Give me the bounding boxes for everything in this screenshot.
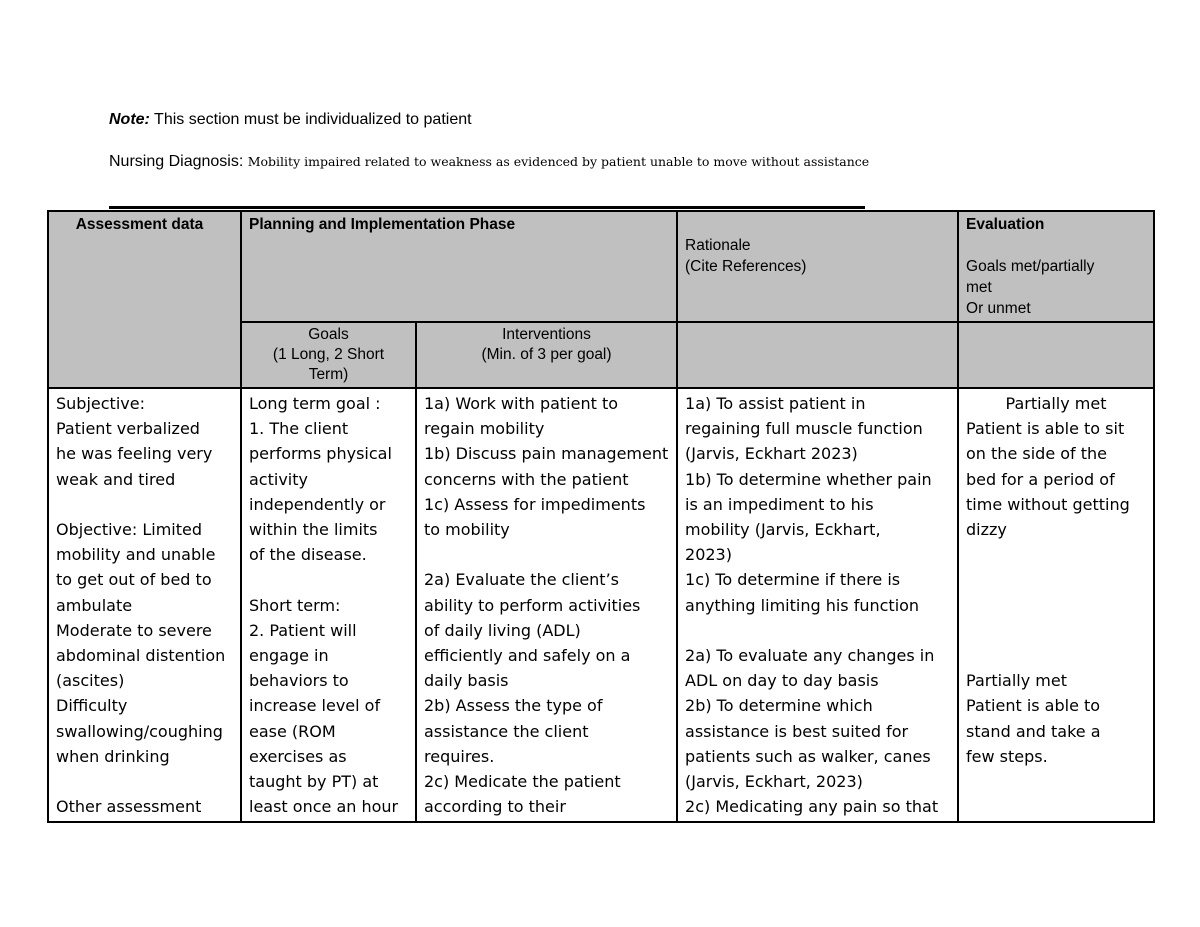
cell-line: assistance the client bbox=[424, 721, 589, 741]
cell-line: Partially met bbox=[966, 671, 1067, 691]
cell-line: Patient is able to bbox=[966, 696, 1101, 716]
cell-line: Patient verbalized bbox=[56, 419, 200, 439]
cell-line: 1b) To determine whether pain bbox=[685, 469, 932, 489]
cell-line: performs physical bbox=[249, 444, 392, 464]
cell-line: patients such as walker, canes bbox=[685, 746, 931, 766]
header-rationale-blank bbox=[677, 322, 958, 388]
cell-line: time without getting bbox=[966, 494, 1130, 514]
diagnosis-underline bbox=[109, 206, 865, 209]
cell-line: (ascites) bbox=[56, 671, 125, 691]
blank-line bbox=[424, 542, 669, 567]
cell-line: 1c) Assess for impediments bbox=[424, 494, 646, 514]
header-interventions: Interventions (Min. of 3 per goal) bbox=[416, 322, 677, 388]
cell-line: few steps. bbox=[966, 746, 1048, 766]
blank-line bbox=[966, 618, 1146, 643]
cell-line: Patient is able to sit bbox=[966, 419, 1125, 439]
cell-line: 1. The client bbox=[249, 419, 349, 439]
cell-line: mobility and unable bbox=[56, 545, 216, 565]
cell-line: 1b) Discuss pain management bbox=[424, 444, 669, 464]
cell-line: weak and tired bbox=[56, 469, 176, 489]
cell-line: 2b) Assess the type of bbox=[424, 696, 603, 716]
header-planning: Planning and Implementation Phase bbox=[241, 211, 677, 322]
blank-line bbox=[966, 567, 1146, 592]
cell-line: behaviors to bbox=[249, 671, 349, 691]
blank-line bbox=[56, 769, 233, 794]
cell-line: concerns with the patient bbox=[424, 469, 629, 489]
nursing-diagnosis bbox=[109, 152, 869, 172]
header-goals: Goals (1 Long, 2 Short Term) bbox=[241, 322, 416, 388]
cell-line: 2. Patient will bbox=[249, 620, 357, 640]
cell-line: 1c) To determine if there is bbox=[685, 570, 901, 590]
note-line bbox=[109, 110, 472, 130]
cell-line: 2b) To determine which bbox=[685, 696, 873, 716]
cell-line: mobility (Jarvis, Eckhart, bbox=[685, 520, 881, 540]
cell-line: least once an hour bbox=[249, 797, 399, 817]
cell-line: bed for a period of bbox=[966, 469, 1115, 489]
cell-line: engage in bbox=[249, 646, 329, 666]
goals-cell bbox=[241, 388, 416, 822]
cell-line: of the disease. bbox=[249, 545, 367, 565]
cell-line: within the limits bbox=[249, 520, 378, 540]
cell-line: taught by PT) at bbox=[249, 772, 379, 792]
cell-line: Long term goal : bbox=[249, 394, 381, 413]
blank-line bbox=[966, 593, 1146, 618]
cell-line: when drinking bbox=[56, 746, 170, 766]
cell-line: abdominal distention bbox=[56, 646, 226, 666]
cell-line: assistance is best suited for bbox=[685, 721, 909, 741]
cell-line: (Jarvis, Eckhart 2023) bbox=[685, 444, 858, 464]
evaluation-cell bbox=[958, 388, 1154, 822]
cell-line: 2a) Evaluate the client’s bbox=[424, 570, 619, 590]
care-plan-table bbox=[47, 210, 1155, 823]
diagnosis-text: Mobility impaired related to weakness as evidenced by patient unable to move without assistance bbox=[247, 154, 870, 169]
cell-line: on the side of the bbox=[966, 444, 1108, 464]
cell-line: Short term: bbox=[249, 595, 341, 615]
note-text: This section must be individualized to patient bbox=[149, 111, 472, 128]
cell-line: 1a) To assist patient in bbox=[685, 394, 866, 413]
blank-line bbox=[685, 618, 950, 643]
cell-line: ability to perform activities bbox=[424, 595, 641, 615]
header-assessment: Assessment data bbox=[48, 211, 241, 388]
cell-line: daily basis bbox=[424, 671, 509, 691]
blank-line bbox=[249, 567, 408, 592]
assessment-cell bbox=[48, 388, 241, 822]
cell-line: of daily living (ADL) bbox=[424, 620, 581, 640]
cell-line: is an impediment to his bbox=[685, 494, 874, 514]
cell-line: ease (ROM bbox=[249, 721, 336, 741]
cell-line: swallowing/coughing bbox=[56, 721, 223, 741]
cell-line: to get out of bed to bbox=[56, 570, 212, 590]
cell-line: Partially met bbox=[1005, 394, 1107, 413]
header-rationale: Rationale (Cite References) bbox=[677, 211, 958, 322]
blank-line bbox=[56, 492, 233, 517]
cell-line: he was feeling very bbox=[56, 444, 213, 464]
cell-line: 2c) Medicate the patient bbox=[424, 772, 621, 792]
cell-line: Moderate to severe bbox=[56, 620, 212, 640]
cell-line: stand and take a bbox=[966, 721, 1101, 741]
cell-line: increase level of bbox=[249, 696, 381, 716]
cell-line: regaining full muscle function bbox=[685, 419, 923, 439]
cell-line: 2a) To evaluate any changes in bbox=[685, 646, 935, 666]
interventions-cell bbox=[416, 388, 677, 822]
cell-line: independently or bbox=[249, 494, 386, 514]
cell-line: ADL on day to day basis bbox=[685, 671, 879, 691]
cell-line: efficiently and safely on a bbox=[424, 646, 631, 666]
header-evaluation-blank bbox=[958, 322, 1154, 388]
cell-line: 1a) Work with patient to bbox=[424, 394, 619, 413]
rationale-cell bbox=[677, 388, 958, 822]
cell-line: regain mobility bbox=[424, 419, 545, 439]
cell-line: ambulate bbox=[56, 595, 133, 615]
cell-line: requires. bbox=[424, 746, 495, 766]
header-evaluation: Evaluation Goals met/partially met Or unmet bbox=[958, 211, 1154, 322]
cell-line: (Jarvis, Eckhart, 2023) bbox=[685, 772, 863, 792]
cell-line: exercises as bbox=[249, 746, 347, 766]
cell-line: 2c) Medicating any pain so that bbox=[685, 797, 939, 817]
cell-line: activity bbox=[249, 469, 308, 489]
cell-line: dizzy bbox=[966, 520, 1007, 540]
diagnosis-label: Nursing Diagnosis: bbox=[109, 153, 248, 170]
blank-line bbox=[966, 542, 1146, 567]
cell-line: 2023) bbox=[685, 545, 732, 565]
cell-line: Other assessment bbox=[56, 797, 202, 817]
cell-line: Objective: Limited bbox=[56, 520, 203, 539]
cell-line: according to their bbox=[424, 797, 566, 817]
note-label: Note: bbox=[109, 111, 150, 128]
cell-line: Subjective: bbox=[56, 394, 145, 413]
cell-line: to mobility bbox=[424, 520, 510, 540]
cell-line: anything limiting his function bbox=[685, 595, 920, 615]
cell-line: Difficulty bbox=[56, 696, 128, 716]
blank-line bbox=[966, 643, 1146, 668]
